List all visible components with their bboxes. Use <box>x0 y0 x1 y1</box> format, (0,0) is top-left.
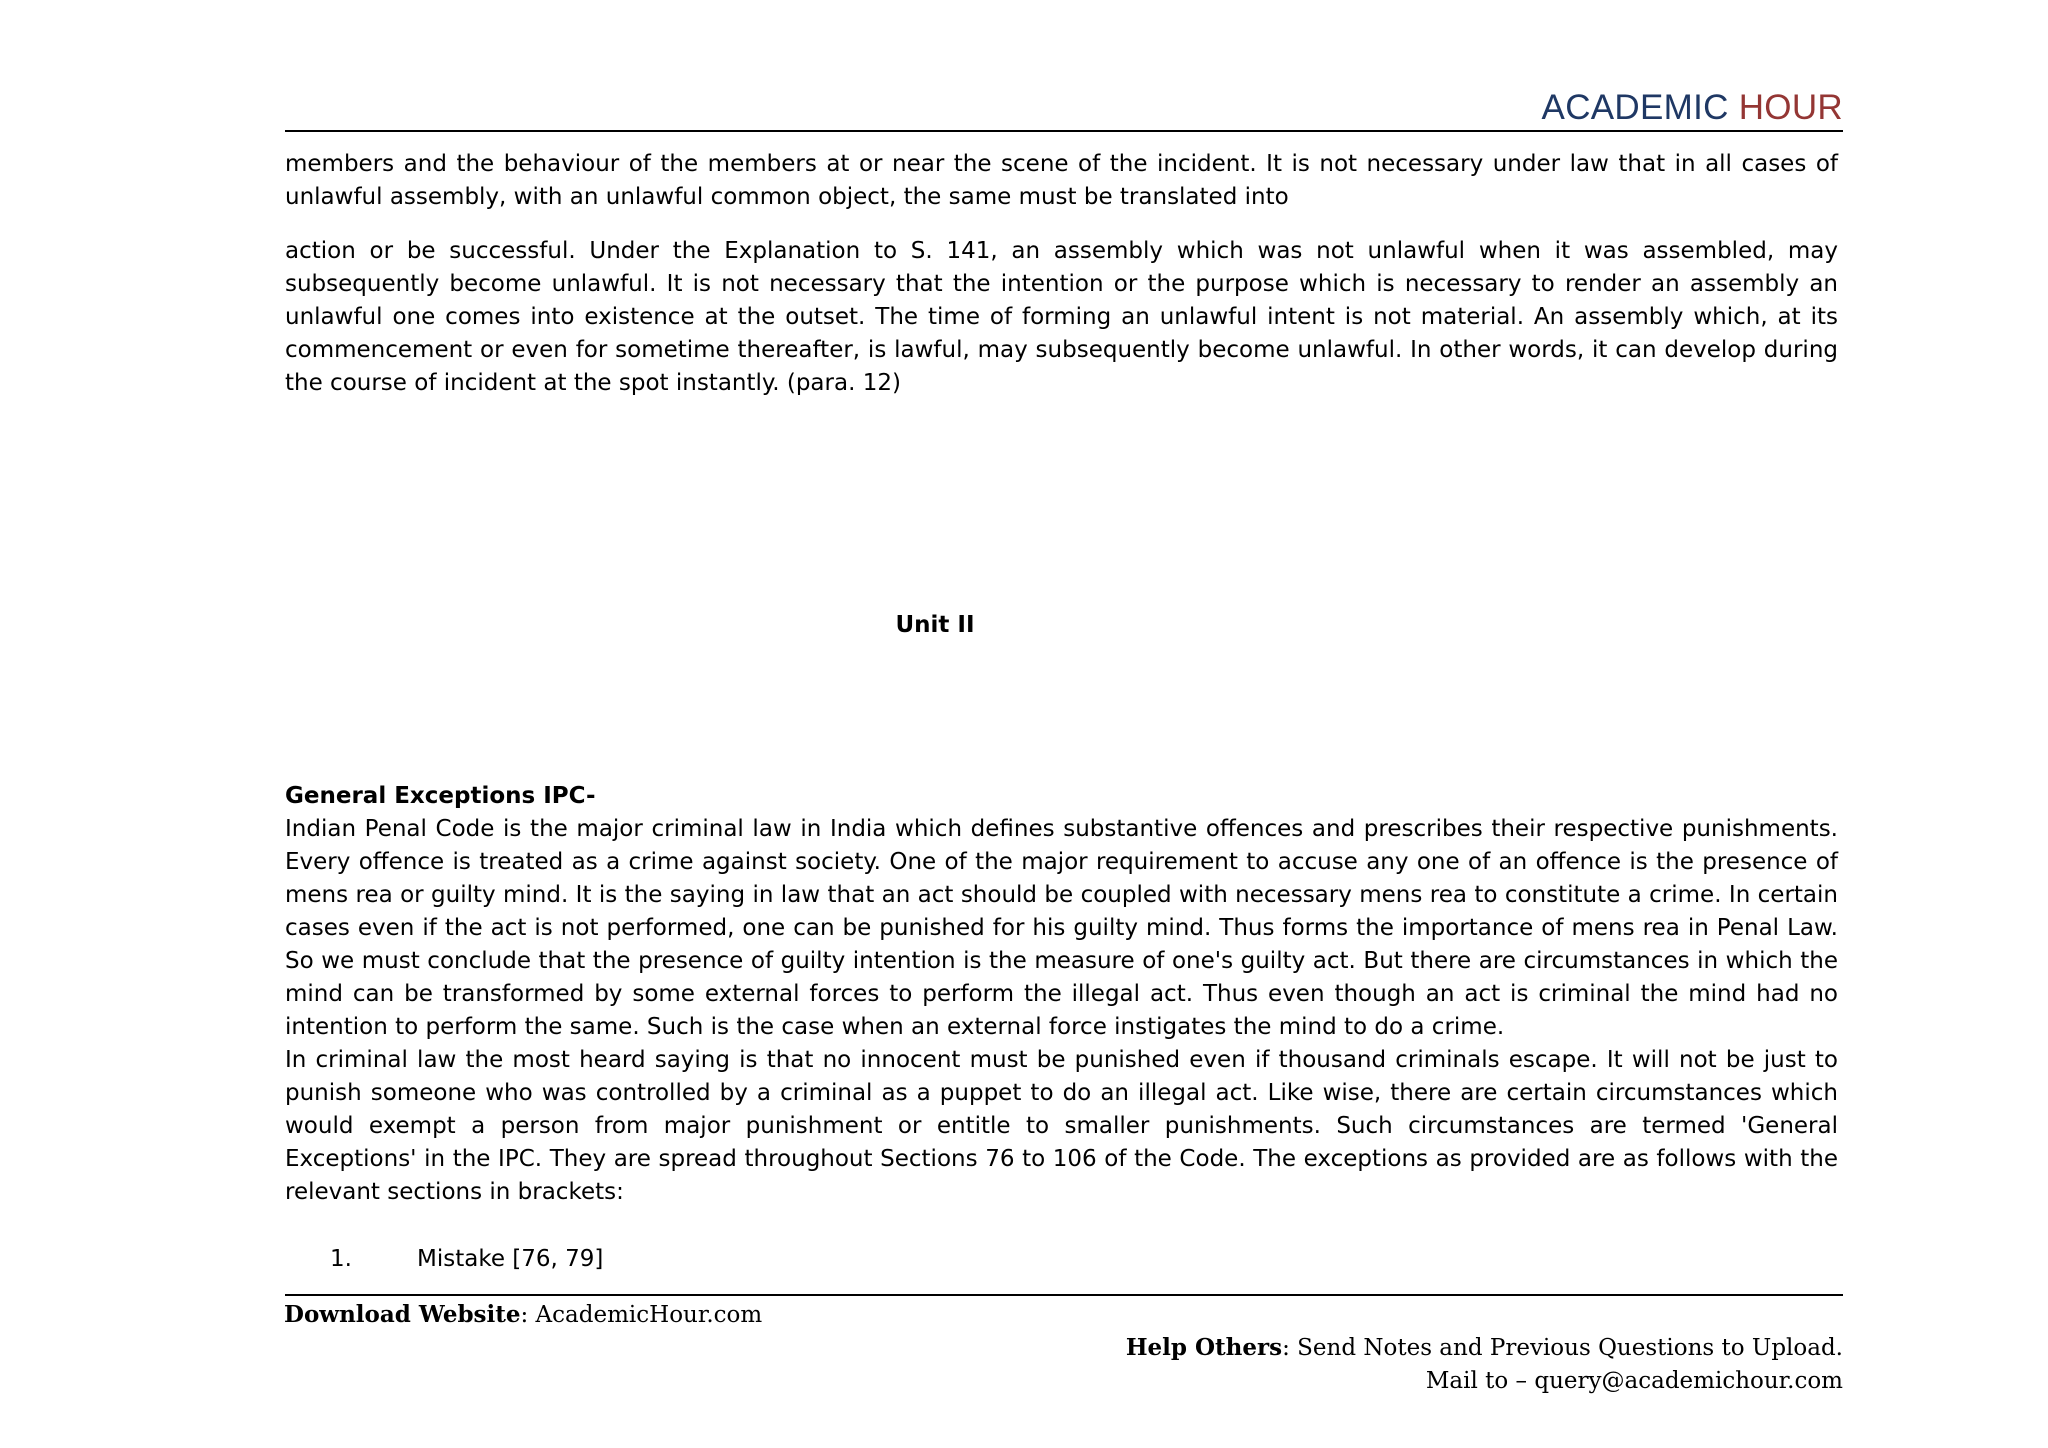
case-paragraph <box>285 235 1838 400</box>
footer-divider <box>285 1294 1843 1296</box>
footer-help <box>1126 1331 1843 1398</box>
continued-paragraph <box>285 148 1838 214</box>
help-text: : Send Notes and Previous Questions to Upload. <box>1282 1335 1843 1361</box>
download-label: Download Website <box>284 1301 521 1328</box>
brand-part-hour: HOUR <box>1738 88 1843 127</box>
help-line <box>1126 1331 1843 1365</box>
download-website-link[interactable]: : AcademicHour.com <box>520 1302 763 1328</box>
list-item-text: Mistake [76, 79] <box>417 1246 604 1272</box>
section-paragraph-2: In criminal law the most heard saying is that no innocent must be punished even if thousand criminals escape. It will not be just to punish someone who was controlled by a criminal as a puppet to do an illegal act. Like wise, there are certain circumstances which would exempt a person from major punishment or entitle to smaller punishments. Such circumstances are termed 'General Exceptions' in the IPC. They are spread throughout Sections 76 to 106 of the Code. The exceptions as provided are as follows with the relevant sections in brackets: <box>285 1047 1838 1205</box>
paragraph-1: members and the behaviour of the members at or near the scene of the incident. It is not necessary under law that in all cases of unlawful assembly, with an unlawful common object, the same must be translated into <box>285 151 1838 210</box>
section-heading: General Exceptions IPC- <box>285 783 596 809</box>
footer-download <box>284 1298 762 1332</box>
paragraph-2: action or be successful. Under the Explanation to S. 141, an assembly which was not unlawful when it was assembled, may subsequently become unlawful. It is not necessary that the intention or the purpose which is necessary to render an assembly an unlawful one comes into existence at the outset. The time of forming an unlawful intent is not material. An assembly which, at its commencement or even for sometime thereafter, is lawful, may subsequently become unlawful. In other words, it can develop during the course of incident at the spot instantly. (para. 12) <box>285 238 1838 396</box>
general-exceptions-section <box>285 780 1838 1209</box>
section-paragraph-1: Indian Penal Code is the major criminal law in India which defines substantive offences and prescribes their respective punishments. Every offence is treated as a crime against society. One of the major requirement to accuse any one of an offence is the presence of mens rea or guilty mind. It is the saying in law that an act should be coupled with necessary mens rea to constitute a crime. In certain cases even if the act is not performed, one can be punished for his guilty mind. Thus forms the importance of mens rea in Penal Law. So we must conclude that the presence of guilty intention is the measure of one's guilty act. But there are circumstances in which the mind can be transformed by some external forces to perform the illegal act. Thus even though an act is criminal the mind had no intention to perform the same. Such is the case when an external force instigates the mind to do a crime. <box>285 816 1838 1040</box>
list-item <box>330 1243 603 1276</box>
list-item-number: 1. <box>330 1246 352 1272</box>
brand-logo <box>1542 88 1843 128</box>
mail-line[interactable]: Mail to – query@academichour.com <box>1425 1368 1843 1394</box>
header-divider <box>285 130 1843 132</box>
help-label: Help Others <box>1125 1334 1283 1361</box>
brand-part-academic: ACADEMIC <box>1541 88 1729 127</box>
unit-heading: Unit II <box>895 612 975 638</box>
